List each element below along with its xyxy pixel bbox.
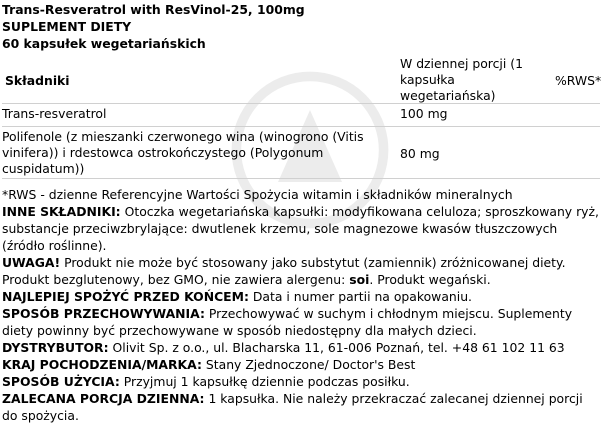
- daily-dose-text: 1 kapsułka. Nie należy przekraczać zalecanej dziennej porcji do spożycia.: [2, 391, 583, 423]
- other-text: Otoczka wegetariańska kapsułki: modyfikowana celuloza; sproszkowany ryż, substancje przeciwzbrylające: dwutlenek krzemu, sole magnezowe kwasów tłuszczowych (źródło roślinne).: [2, 204, 599, 253]
- warning-text-a: Produkt nie może być stosowany jako substytut (zamiennik) zróżnicowanej diety. Produkt bezglutenowy, bez GMO, nie zawiera alergenu:: [2, 255, 566, 287]
- row-name: Polifenole (z mieszanki czerwonego wina (winogrono (Vitis vinifera)) i rdestowca ostrokończystego (Polygonum cuspidatum)): [2, 129, 364, 176]
- product-category: SUPLEMENT DIETY: [2, 19, 132, 34]
- warning-label: UWAGA!: [2, 255, 61, 270]
- storage-label: SPOSÓB PRZECHOWYWANIA:: [2, 306, 205, 321]
- other-label: INNE SKŁADNIKI:: [2, 204, 121, 219]
- rws-note: *RWS - dzienne Referencyjne Wartości Spożycia witamin i składników mineralnych: [2, 187, 513, 202]
- warning-text-b: . Produkt wegański.: [369, 272, 491, 287]
- origin-label: KRAJ POCHODZENIA/MARKA:: [2, 357, 202, 372]
- distributor-text: Olivit Sp. z o.o., ul. Blacharska 11, 61-006 Poznań, tel. +48 61 102 11 63: [108, 340, 565, 355]
- product-pack: 60 kapsułek wegetariańskich: [2, 36, 206, 51]
- storage-text: Przechowywać w suchym i chłodnym miejscu. Suplementy diety powinny być przechowywane w sposób niedostępny dla małych dzieci.: [2, 306, 573, 338]
- product-title: Trans-Resveratrol with ResVinol-25, 100mg: [2, 2, 305, 17]
- header-rws: %RWS*: [555, 73, 602, 88]
- usage: [2, 373, 600, 390]
- row-value: 100 mg: [400, 106, 448, 121]
- origin-text: Stany Zjednoczone/ Doctor's Best: [201, 357, 416, 372]
- warning: [2, 254, 600, 288]
- label-document: [2, 0, 600, 424]
- usage-text: Przyjmuj 1 kapsułkę dziennie podczas posiłku.: [119, 374, 410, 389]
- usage-label: SPOSÓB UŻYCIA:: [2, 374, 120, 389]
- best-before: [2, 288, 600, 305]
- origin: [2, 356, 600, 373]
- other-ingredients: [2, 203, 600, 254]
- row-name: Trans-resveratrol: [2, 106, 107, 121]
- table-divider: [2, 178, 600, 179]
- notes-section: [2, 186, 600, 424]
- table-header-row: [2, 57, 600, 103]
- nutrition-table: [2, 57, 600, 178]
- header-ingredients: Składniki: [5, 73, 70, 88]
- best-before-label: NAJLEPIEJ SPOŻYĆ PRZED KOŃCEM:: [2, 289, 249, 304]
- distributor: [2, 339, 600, 356]
- best-before-text: Data i numer partii na opakowaniu.: [248, 289, 472, 304]
- header-dose: W dziennej porcji (1 kapsułka wegetariańska): [400, 56, 523, 103]
- table-row: [2, 126, 600, 178]
- allergen-soy: soi: [349, 272, 370, 287]
- daily-dose-label: ZALECANA PORCJA DZIENNA:: [2, 391, 205, 406]
- daily-dose: [2, 390, 600, 424]
- row-value: 80 mg: [400, 146, 440, 161]
- distributor-label: DYSTRYBUTOR:: [2, 340, 109, 355]
- table-row: [2, 103, 600, 126]
- storage: [2, 305, 600, 339]
